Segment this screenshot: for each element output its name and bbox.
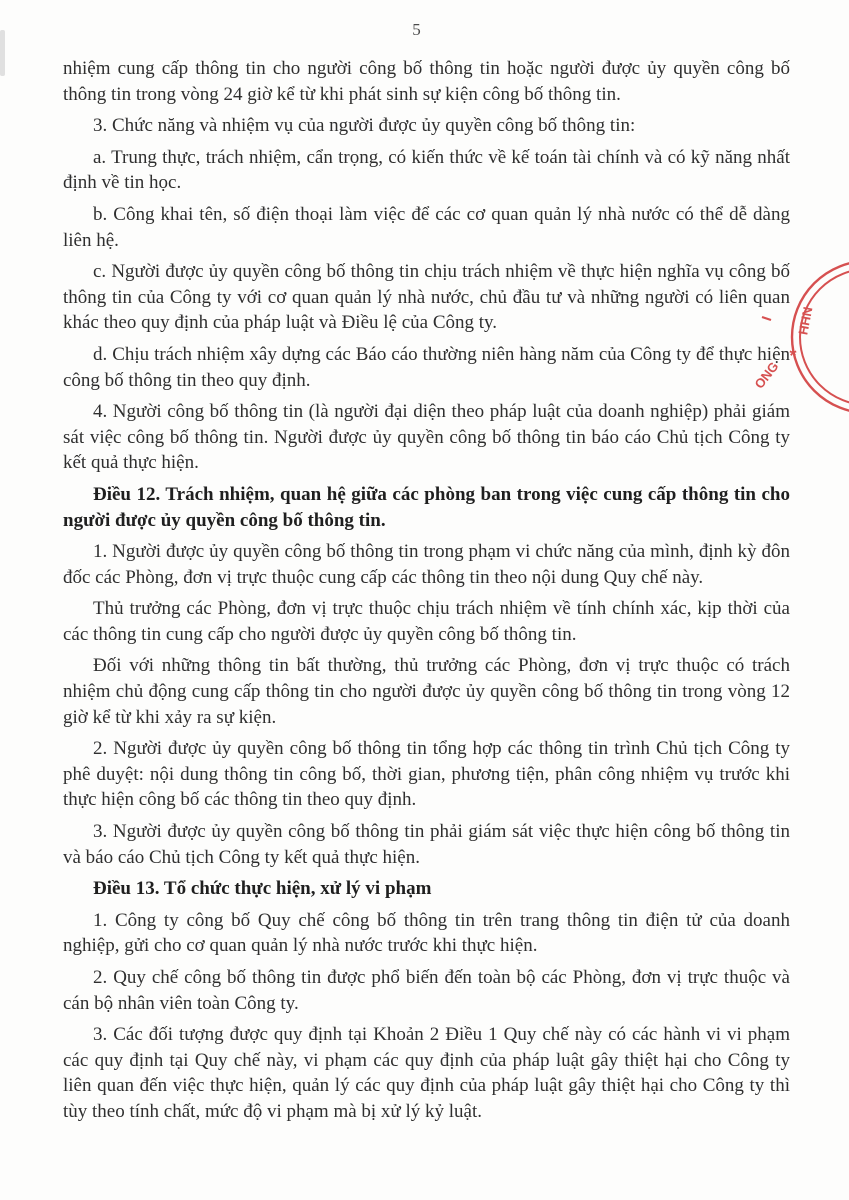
article-12-item-3-paragraph: 3. Người được ủy quyền công bố thông tin phải giám sát việc thực hiện công bố thông tin và báo cáo Chủ tịch Công ty kết quả thực hiện.: [63, 821, 790, 868]
page-number: 5: [412, 20, 422, 39]
article-12-heading: Điều 12. Trách nhiệm, quan hệ giữa các phòng ban trong việc cung cấp thông tin cho người được ủy quyền công bố thông tin.: [63, 483, 790, 531]
article-13-item-2-paragraph: 2. Quy chế công bố thông tin được phổ biến đến toàn bộ các Phòng, đơn vị trực thuộc và cán bộ nhân viên toàn Công ty.: [63, 967, 790, 1014]
item-3-paragraph: 3. Chức năng và nhiệm vụ của người được ủy quyền công bố thông tin:: [93, 115, 636, 137]
seal-arc-text-upper: NHH: [795, 305, 816, 337]
article-12-item-1-continued-paragraph: Thủ trưởng các Phòng, đơn vị trực thuộc chịu trách nhiệm về tính chính xác, kịp thời của các thông tin cung cấp cho người được ủy quyền công bố thông tin.: [63, 598, 790, 645]
continuation-paragraph: nhiệm cung cấp thông tin cho người công bố thông tin hoặc người được ủy quyền công bố thông tin trong vòng 24 giờ kể từ khi phát sinh sự kiện công bố thông tin.: [63, 58, 790, 105]
item-3b-paragraph: b. Công khai tên, số điện thoại làm việc để các cơ quan quản lý nhà nước có thể dễ dàng liên hệ.: [63, 203, 790, 251]
article-13-item-1-paragraph: 1. Công ty công bố Quy chế công bố thông tin trên trang thông tin điện tử của doanh nghiệp, gửi cho cơ quan quản lý nhà nước trước khi thực hiện.: [63, 909, 790, 957]
article-12-item-2-paragraph: 2. Người được ủy quyền công bố thông tin tổng hợp các thông tin trình Chủ tịch Công ty phê duyệt: nội dung thông tin công bố, thời gian, phương tiện, phân công nhiệm vụ trước khi thực hiện công bố các thông tin theo quy định.: [63, 738, 790, 811]
seal-arc-text-lower: ONG: [751, 358, 782, 392]
article-13-item-3-paragraph: 3. Các đối tượng được quy định tại Khoản 2 Điều 1 Quy chế này có các hành vi vi phạm các quy định tại Quy chế này, vi phạm các quy định của pháp luật gây thiệt hại cho Công ty liên quan đến việc thực hiện, quản lý các quy định của pháp luật gây thiệt hại cho Công ty thì tùy theo tính chất, mức độ vi phạm mà bị xử lý kỷ luật.: [63, 1024, 790, 1122]
item-4-paragraph: 4. Người công bố thông tin (là người đại diện theo pháp luật của doanh nghiệp) phải giám sát việc công bố thông tin. Người được ủy quyền công bố thông tin báo cáo Chủ tịch Công ty kết quả thực hiện.: [63, 401, 790, 474]
seal-star-icon: *: [789, 346, 797, 366]
seal-outer-ring: [792, 261, 849, 413]
item-3d-paragraph: d. Chịu trách nhiệm xây dựng các Báo cáo thường niên hàng năm của Công ty để thực hiện công bố thông tin theo quy định.: [63, 343, 790, 391]
article-12-item-1-paragraph: 1. Người được ủy quyền công bố thông tin trong phạm vi chức năng của mình, định kỳ đôn đốc các Phòng, đơn vị trực thuộc cung cấp các thông tin theo nội dung Quy chế này.: [63, 541, 790, 588]
article-12-item-1-unusual-info-paragraph: Đối với những thông tin bất thường, thủ trưởng các Phòng, đơn vị trực thuộc có trách nhiệm chủ động cung cấp thông tin cho người được ủy quyền công bố thông tin trong vòng 12 giờ kể từ khi xảy ra sự kiện.: [63, 655, 790, 728]
item-3c-paragraph: c. Người được ủy quyền công bố thông tin chịu trách nhiệm về thực hiện nghĩa vụ công bố thông tin của Công ty với cơ quan quản lý nhà nước, chủ đầu tư và những người có liên quan khác theo quy định của pháp luật và Điều lệ của Công ty.: [63, 261, 790, 334]
seal-inner-ring: [800, 269, 849, 405]
item-3a-paragraph: a. Trung thực, trách nhiệm, cẩn trọng, có kiến thức về kế toán tài chính và có kỹ năng nhất định về tin học.: [63, 146, 790, 194]
document-body: [63, 56, 790, 1131]
article-13-heading: Điều 13. Tổ chức thực hiện, xử lý vi phạm: [93, 878, 432, 900]
